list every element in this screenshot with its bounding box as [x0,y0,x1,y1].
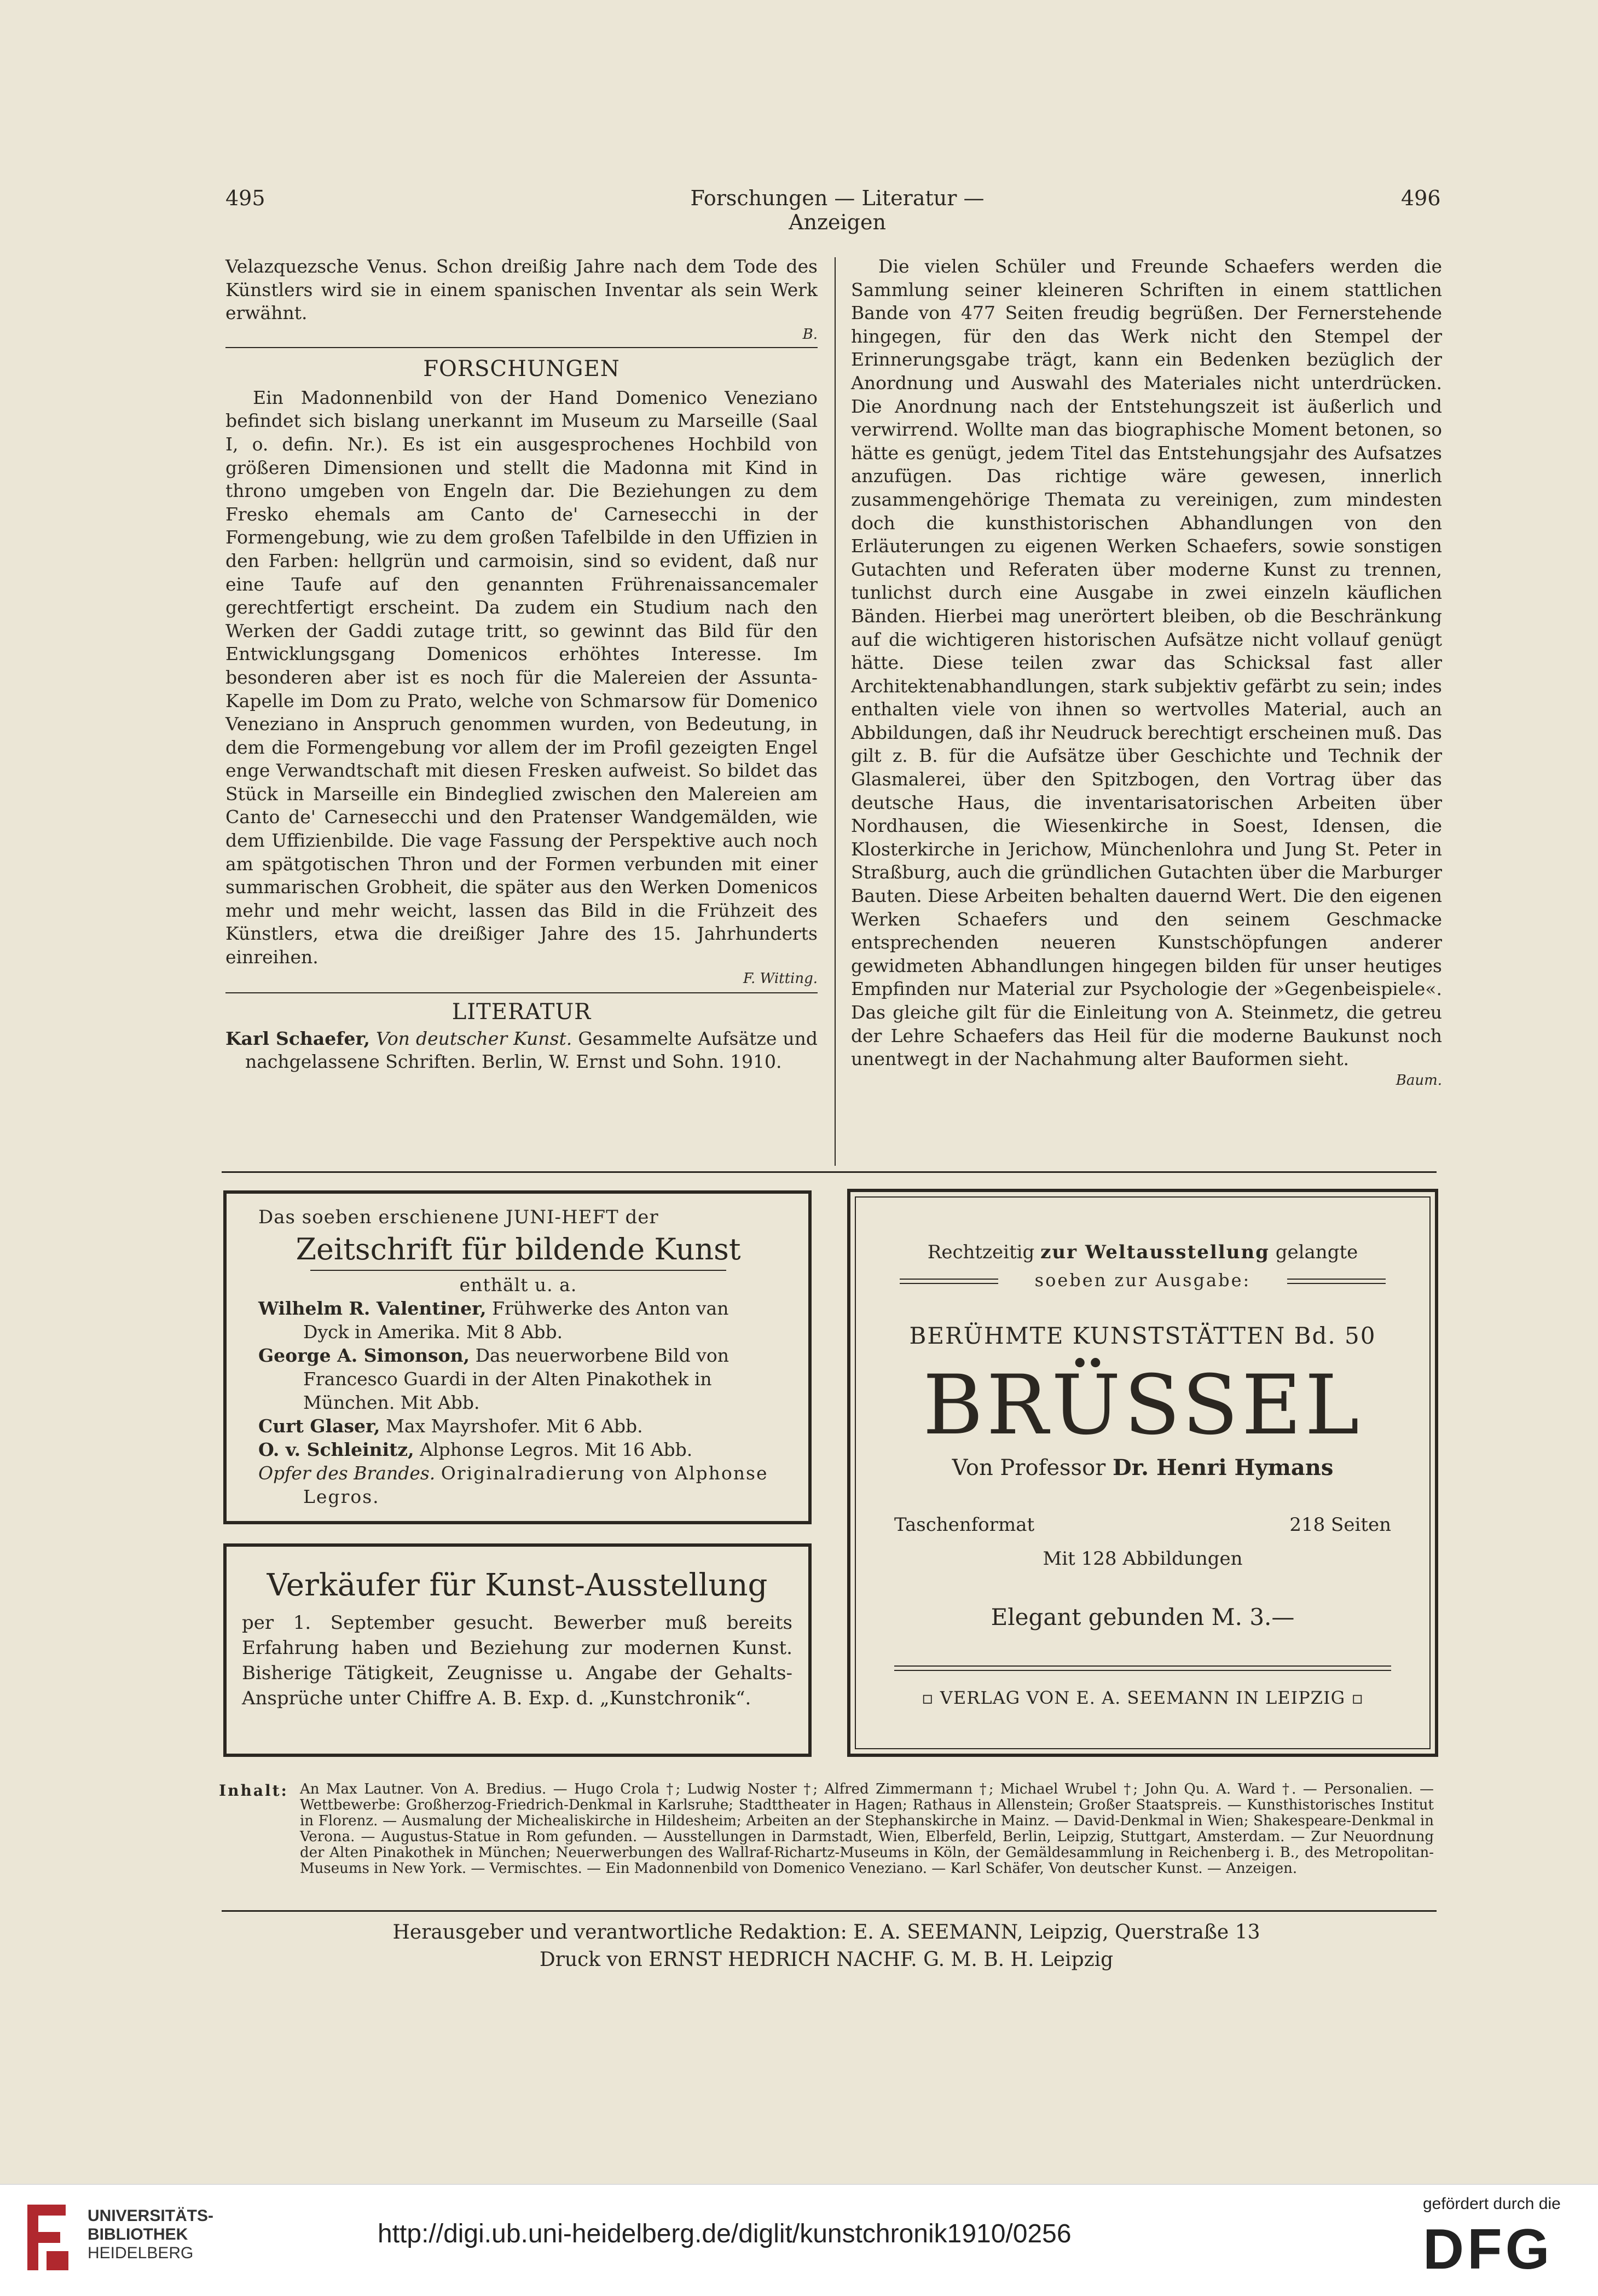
double-rule [900,1279,998,1284]
ad-bruessel-publisher: VERLAG VON E. A. SEEMANN IN LEIPZIG [940,1687,1346,1708]
literatur-details: Gesammelte Aufsätze und nachgelassene Schriften. Berlin, W. Ernst und Sohn. 1910. [245,1027,818,1073]
library-name-line1: UNIVERSITÄTS- [88,2207,214,2225]
forschungen-signature: F. Witting. [743,970,818,987]
ad-juni-item-text: Das neuerworbene Bild von Francesco Guardi in der Alten Pinakothek in München. Mit Abb. [303,1345,729,1413]
page-number-left: 495 [225,186,265,210]
ad-bruessel-line1 [872,1241,1413,1263]
library-name-line3: HEIDELBERG [88,2244,194,2262]
ad-bruessel-binding: Elegant gebunden M. 3.— [991,1604,1295,1630]
ad-verkaeufer-text: per 1. September gesucht. Bewerber muß bereits Erfahrung haben und Beziehung zur modernen Kunst. Bisherige Tätigkeit, Zeugnisse u. Angabe der Gehalts-Ansprüche unter Chiffre A. B. Exp. d. „Kunstchronik“. [242,1612,792,1709]
running-title: Forschungen — Literatur — Anzeigen [690,186,985,234]
ad-bruessel-illustrations: Mit 128 Abbildungen [1043,1548,1243,1570]
ad-juni-item-text: Frühwerke des Anton van Dyck in Amerika. Mit 8 Abb. [303,1298,729,1343]
ad-bruessel-series: BERÜHMTE KUNSTSTÄTTEN Bd. 50 [909,1322,1376,1349]
column-divider [835,257,836,1166]
ad-juni-heft [223,1190,812,1524]
double-rule [1287,1279,1386,1284]
funding-note: gefördert durch die [1423,2195,1561,2213]
ad-bruessel-format: Taschenformat [894,1514,1035,1536]
ad-juni-item [258,1344,778,1414]
ad-juni-item-author: Opfer des Brandes. [258,1462,436,1484]
left-column [225,255,818,1074]
ad-juni-item-author: Wilhelm R. Valentiner, [258,1298,487,1319]
ad-bruessel-line1a: Rechtzeitig [927,1241,1035,1263]
library-name [88,2207,213,2263]
section-rule [225,992,818,993]
intro-paragraph: Velazquezsche Venus. Schon dreißig Jahre nach dem Tode des Künstlers wird sie in einem spanischen Inventar als sein Werk erwähnt. [225,256,818,324]
contents-text: An Max Lautner. Von A. Bredius. — Hugo Crola †; Ludwig Noster †; Alfred Zimmermann †; Michael Wrubel †; John Qu. A. Ward †. — Personalien. — Wettbewerbe: Großherzog-Friedrich-Denkmal in Karlsruhe; Stadttheater in Hagen; Rathaus in Allenstein; Großer Staatspreis. — Kunsthistorisches Institut in Florenz. — Ausmalung der Michealiskirche in Hildesheim; Arbeiten an der Stephanskirche in Mainz. — David-Denkmal in Wien; Shakespeare-Denkmal in Verona. — Augustus-Statue in Rom gefunden. — Ausstellungen in Darmstadt, Wien, Elberfeld, Berlin, Leipzig, Stuttgart, Amsterdam. — Zur Neuordnung der Alten Pinakothek in München; Neuerwerbungen des Wallraf-Richartz-Museums in Köln, der Gemäldesammlung in Reichenberg i. B., des Metropolitan-Museums in New York. — Vermischtes. — Ein Madonnenbild von Domenico Veneziano. — Karl Schäfer, Von deutscher Kunst. — Anzeigen. [300,1781,1434,1877]
ad-bruessel-author: Dr. Henri Hymans [1113,1455,1334,1480]
page-number-right: 496 [1401,186,1441,210]
intro-signature: B. [802,326,818,343]
ad-juni-item [258,1438,778,1461]
ad-bruessel-line2-row [900,1270,1386,1292]
ad-juni-item-text: Originalradierung von Alphonse Legros. [303,1462,768,1507]
ad-bruessel-author-prefix: Von Professor [952,1455,1106,1480]
ad-juni-item [258,1461,778,1508]
imprint-publisher: Herausgeber und verantwortliche Redaktion: E. A. SEEMANN, Leipzig, Querstraße 13 [392,1921,1260,1944]
ad-bruessel-pages: 218 Seiten [1289,1514,1391,1536]
ad-bruessel-author-line [872,1455,1413,1480]
digitization-footer [0,2184,1598,2296]
double-rule [894,1665,1391,1671]
review-signature: Baum. [1396,1072,1442,1089]
ad-bruessel-line2: soeben zur Ausgabe: [1034,1270,1251,1291]
ads-top-rule [222,1171,1437,1173]
ad-juni-item-text: Max Mayrshofer. Mit 6 Abb. [386,1415,643,1437]
ad-juni-item-author: George A. Simonson, [258,1345,470,1366]
literatur-author: Karl Schaefer, [225,1027,370,1049]
ad-juni-item [258,1414,778,1438]
forschungen-paragraph: Ein Madonnenbild von der Hand Domenico Veneziano befindet sich bislang unerkannt im Museum zu Marseille (Saal I, o. defin. Nr.). Es ist ein ausgesprochenes Hochbild von größeren Dimensionen und stellt die Madonna mit Kind in throno umgeben von Engeln dar. Die Beziehungen zu dem Fresko ehemals am Canto de' Carnesecchi in der Formengebung, wie zu dem großen Tafelbilde in den Uffizien in den Farben: hellgrün und carmoisin, sind so evident, daß nur eine Taufe auf den genannten Frührenaissancemaler gerechtfertigt erscheint. Da zudem ein Studium nach den Werken der Gaddi zutage tritt, so gewinnt das Bild für den Entwicklungsgang Domenicos erhöhtes Interesse. Im besonderen aber ist es noch für die Malereien der Assunta-Kapelle im Dom zu Prato, welche von Schmarsow für Domenico Veneziano in Anspruch genommen wurden, von Bedeutung, in dem die Formengebung vor allem der im Profil gezeigten Engel enge Verwandtschaft mit diesen Fresken aufweist. So bildet das Stück in Marseille ein Bindeglied zwischen den Malereien am Canto de' Carnesecchi und den Pratenser Wandgemälden, wie dem Uffizienbilde. Die vage Fassung der Perspektive auch noch am spätgotischen Thron und der Formen verbunden mit einer summarischen Grobheit, die später aus den Werken Domenicos mehr und mehr weicht, lassen das Bild in die Frühzeit des Künstlers, etwa die dreißiger Jahre des 15. Jahrhunderts einreihen. [225,386,818,968]
ad-juni-item-text: Alphonse Legros. Mit 16 Abb. [420,1439,693,1460]
literatur-heading: LITERATUR [451,999,592,1025]
ad-juni-item-author: O. v. Schleinitz, [258,1439,414,1460]
section-rule [225,347,818,348]
library-name-line2: BIBLIOTHEK [88,2225,188,2243]
ad-juni-sub: enthält u. a. [459,1274,577,1296]
review-paragraph: Die vielen Schüler und Freunde Schaefers werden die Sammlung seiner kleineren Schriften in einem stattlichen Bande von 477 Seiten freudig begrüßen. Der Fernerstehende hingegen, für den das Werk nicht den Stempel der Erinnerungsgabe trägt, kann ein Bedenken bezüglich der Anordnung und Auswahl des Materiales nicht unterdrücken. Die Anordnung nach der Entstehungszeit ist äußerlich und verwirrend. Wollte man das biographische Moment betonen, so hätte es genügt, jedem Titel das Entstehungsjahr des Aufsatzes anzufügen. Das richtige wäre gewesen, innerlich zusammengehörige Themata zu vereinigen, zum mindesten doch die kunsthistorischen Abhandlungen von den Erläuterungen zu eigenen Werken Schaefers, sowie sonstigen Gutachten und Referaten über moderne Kunst zu trennen, tunlichst durch eine Ausgabe in zwei einzeln käuflichen Bänden. Hierbei mag unerörtert bleiben, ob die Beschränkung auf die wichtigeren historischen Aufsätze nicht vollauf genügt hätte. Diese teilen zwar das Schicksal fast aller Architektenabhandlungen, stark subjektiv gefärbt zu sein; indes enthalten viele von ihnen so wertvolles Material, auch an Abbildungen, daß ihr Neudruck berechtigt erscheinen muß. Das gilt z. B. für die Aufsätze über Geschichte und Technik der Glasmalerei, über den Spitzbogen, den Vortrag über das deutsche Haus, die inventarisatorischen Arbeiten über Nordhausen, die Wiesenkirche in Soest, Idensen, die Klosterkirche in Jerichow, Münchenlohra und Jung St. Peter in Straßburg, auch die gründlichen Gutachten über die Marburger Bauten. Diese Arbeiten behalten dauernd Wert. Die den eigenen Werken Schaefers und den seinem Geschmacke entsprechenden neueren Kunstschöpfungen anderer gewidmeten Abhandlungen hingegen bilden für unser heutiges Empfinden nur Material zur Psychologie der »Gegenbeispiele«. Das gleiche gilt für die Einleitung von A. Steinmetz, die getreu der Lehre Schaefers das Heil für die moderne Baukunst noch unentwegt in der Nachahmung alter Bauformen sieht. [851,256,1442,1070]
literatur-entry [225,1027,818,1074]
ad-juni-title: Zeitschrift für bildende Kunst [296,1232,741,1266]
forschungen-heading: FORSCHUNGEN [423,356,620,381]
contents-label: Inhalt: [219,1782,288,1800]
ad-bruessel-title: BRÜSSEL [923,1358,1363,1453]
ad-bruessel-line1c: gelangte [1275,1241,1358,1263]
right-column [851,255,1442,1089]
ad-bruessel-line1b: zur Weltausstellung [1040,1241,1270,1263]
ad-juni-item [258,1297,778,1344]
ad-juni-item-author: Curt Glaser, [258,1415,380,1437]
library-logo-icon [16,2199,77,2276]
permalink-url[interactable]: http://digi.ub.uni-heidelberg.de/diglit/kunstchronik1910/0256 [378,2219,1072,2248]
imprint-rule [222,1910,1437,1912]
ad-bruessel-publisher-line: ▫ VERLAG VON E. A. SEEMANN IN LEIPZIG ▫ [921,1687,1364,1708]
ad-juni-rule [310,1270,726,1271]
imprint-printer: Druck von ERNST HEDRICH NACHF. G. M. B. H. Leipzig [539,1948,1114,1971]
dfg-logo: DFG [1423,2218,1553,2281]
literatur-book-title: Von deutscher Kunst. [376,1027,572,1049]
ad-bruessel [847,1189,1438,1757]
ad-verkaeufer [223,1543,812,1757]
ad-juni-intro: Das soeben erschienene JUNI-HEFT der [258,1206,659,1228]
ad-verkaeufer-title: Verkäufer für Kunst-Ausstellung [267,1568,768,1603]
